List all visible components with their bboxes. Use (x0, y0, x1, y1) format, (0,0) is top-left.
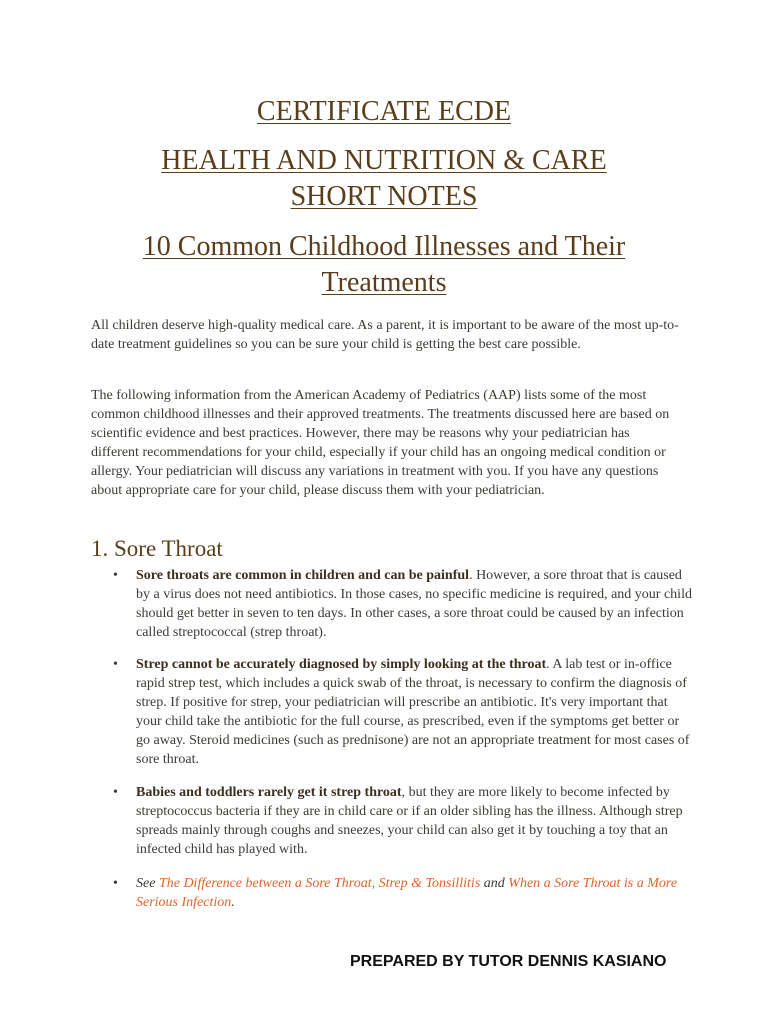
list-item-text: . However, a sore throat that is caused by a virus does not need antibiotics. In those cases, no specific medicine is required, and your child should get better in seven to ten days. In other cases, a sore throat could be caused by an infection called streptococcal (strep throat). (136, 568, 692, 640)
list-item-text: , but they are more likely to become infected by streptococcus bacteria if they are in child care or if an older sibling has the illness. Although strep spreads mainly through coughs and sneezes, your child can also get it by touching a toy that an infected child has played with. (136, 785, 683, 857)
list-item-bold: Sore throats are common in children and can be painful (136, 568, 470, 583)
list-item-bold: Strep cannot be accurately diagnosed by simply looking at the throat (136, 657, 547, 672)
see-prefix: See (136, 876, 159, 891)
subject-heading-line2-text: SHORT NOTES (290, 181, 478, 212)
bullet-icon: • (113, 785, 118, 800)
list-item (136, 566, 696, 642)
link-sore-throat-difference[interactable]: The Difference between a Sore Throat, Strep & Tonsillitis (158, 876, 481, 891)
certificate-heading-text: CERTIFICATE ECDE (256, 96, 512, 127)
intro-paragraph-1: All children deserve high-quality medical care. As a parent, it is important to be aware of the most up-to-date treatment guidelines so you can be sure your child is getting the best care possible. (91, 318, 679, 352)
list-item (136, 655, 696, 769)
list-item-see-also (136, 874, 696, 912)
bullet-icon: • (113, 876, 118, 891)
topic-heading-line1 (0, 229, 768, 264)
intro-paragraph-2: The following information from the American Academy of Pediatrics (AAP) lists some of the most common childhood illnesses and their approved treatments. The treatments discussed here are based on scientific evidence and best practices. However, there may be reasons why your pediatrician has different recommendations for your child, especially if your child has an ongoing medical condition or allergy. Your pediatrician will discuss any variations in treatment with you. If you have any questions about appropriate care for your child, please discuss them with your pediatrician. (91, 388, 670, 498)
bullet-icon: • (113, 568, 118, 583)
list-item (136, 783, 696, 859)
list-item-text: . A lab test or in-office rapid strep test, which includes a quick swab of the throat, is necessary to confirm the diagnosis of strep. If positive for strep, your pediatrician will prescribe an antibiotic. It's very important that your child take the antibiotic for the full course, as prescribed, even if the symptoms get better or go away. Steroid medicines (such as prednisone) are not an appropriate treatment for most cases of sore throat. (136, 657, 690, 767)
subject-heading-line1-text: HEALTH AND NUTRITION & CARE (161, 145, 607, 176)
footer-text: PREPARED BY TUTOR DENNIS KASIANO (350, 953, 667, 970)
see-suffix: . (231, 895, 235, 910)
topic-heading-line2 (0, 265, 768, 300)
subject-heading-line1 (0, 143, 768, 178)
link-serious-infection[interactable]: When a Sore Throat is a More Serious Infection (136, 876, 678, 910)
certificate-heading (0, 94, 768, 129)
list-item-bold: Babies and toddlers rarely get it strep throat (136, 785, 402, 800)
topic-heading-line1-text: 10 Common Childhood Illnesses and Their (142, 231, 626, 262)
see-and: and (480, 876, 509, 891)
subject-heading-line2 (0, 179, 768, 214)
bullet-icon: • (113, 657, 118, 672)
section-heading-sore-throat: 1. Sore Throat (91, 536, 223, 561)
topic-heading-line2-text: Treatments (321, 267, 447, 298)
